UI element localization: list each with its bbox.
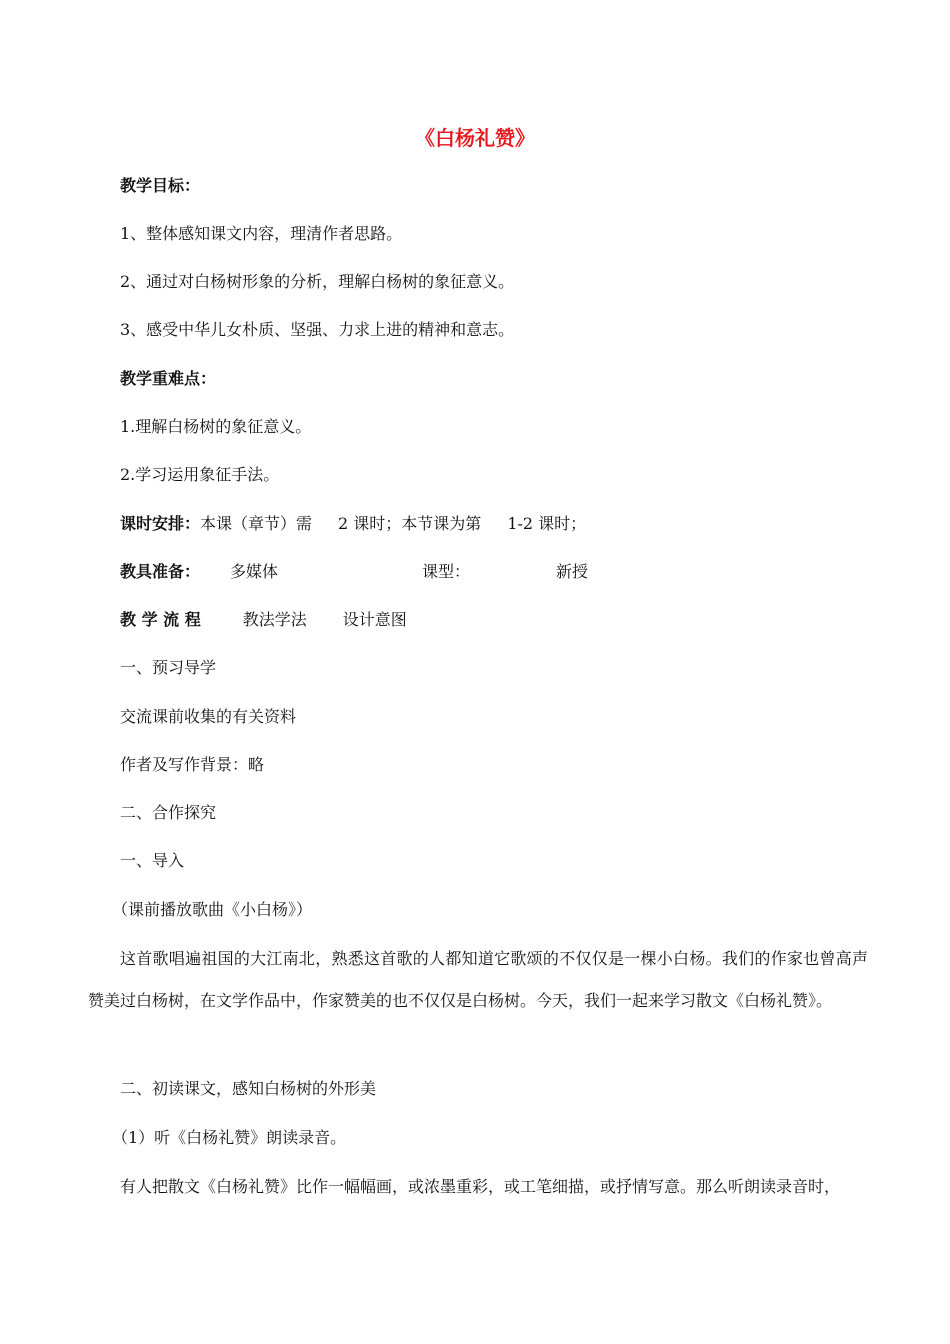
schedule-part2: 2 课时；本节课为第 (338, 514, 482, 533)
intro-note: （课前播放歌曲《小白杨》） (112, 900, 313, 919)
preview-item-a: 交流课前收集的有关资料 (120, 707, 297, 726)
flow-header (120, 610, 407, 630)
goal-item-2: 2、通过对白杨树形象的分析，理解白杨树的象征意义。 (120, 272, 515, 291)
flow-col-process: 教 学 流 程 (120, 610, 201, 629)
flow-col-method: 教法学法 (242, 610, 307, 629)
subsection-first-read: 二、初读课文，感知白杨树的外形美 (120, 1079, 377, 1098)
section-preview: 一、预习导学 (120, 658, 217, 677)
schedule-part3: 1-2 课时； (507, 514, 587, 533)
tools-value: 多媒体 (230, 562, 279, 581)
schedule-line (120, 514, 586, 534)
lesson-type-value: 新授 (556, 562, 589, 581)
tools-line (120, 562, 588, 582)
schedule-part1: 本课（章节）需 (200, 514, 313, 533)
keypoint-item-2: 2.学习运用象征手法。 (120, 465, 280, 484)
document-title: 《白杨礼赞》 (415, 126, 535, 150)
tools-label: 教具准备： (120, 562, 201, 581)
last-paragraph: 有人把散文《白杨礼赞》比作一幅幅画，或浓墨重彩，或工笔细描，或抒情写意。那么听朗读录音时， (120, 1177, 841, 1196)
flow-col-intent: 设计意图 (342, 610, 407, 629)
intro-paragraph: 这首歌唱遍祖国的大江南北，熟悉这首歌的人都知道它歌颂的不仅仅是一棵小白杨。我们的作家也曾高声赞美过白杨树，在文学作品中，作家赞美的也不仅仅是白杨树。今天，我们一起来学习散文《白杨礼赞》。 (88, 949, 868, 1010)
lesson-type-label: 课型： (422, 562, 471, 581)
keypoint-item-1: 1.理解白杨树的象征意义。 (120, 417, 312, 436)
goal-item-3: 3、感受中华儿女朴质、坚强、力求上进的精神和意志。 (120, 320, 515, 339)
first-read-step-1: （1）听《白杨礼赞》朗读录音。 (112, 1128, 347, 1147)
section-explore: 二、合作探究 (120, 803, 217, 822)
goal-item-1: 1、整体感知课文内容，理清作者思路。 (120, 224, 403, 243)
keypoints-heading: 教学重难点： (120, 369, 217, 388)
goals-heading: 教学目标： (120, 176, 201, 195)
schedule-label: 课时安排： (120, 514, 201, 533)
preview-item-b: 作者及写作背景：略 (120, 755, 265, 774)
subsection-intro: 一、导入 (120, 851, 185, 870)
